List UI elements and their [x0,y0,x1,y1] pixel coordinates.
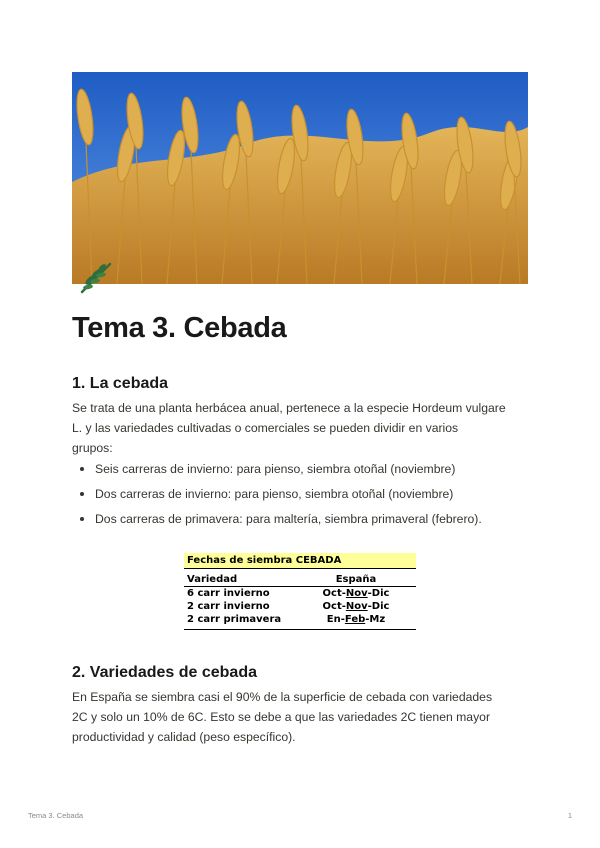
dates-cell: Oct-Nov-Dic [322,601,390,612]
bullet-item: Dos carreras de primavera: para maltería, siembra primaveral (febrero). [72,509,532,529]
footer-title: Tema 3. Cebada [28,811,84,820]
sowing-dates-table [184,553,416,630]
col-header-variety: Variedad [187,574,238,585]
bullet-item: Seis carreras de invierno: para pienso, siembra otoñal (noviembre) [72,459,532,479]
table-row [184,587,416,600]
cover-image [72,72,528,284]
paragraph-line: L. y las variedades cultivadas o comerciales se pueden dividir en varios [72,421,459,435]
page-number: 1 [567,811,572,820]
paragraph-line: Se trata de una planta herbácea anual, pertenece a la especie Hordeum vulgare [72,401,506,415]
section-heading-la-cebada: 1. La cebada [72,375,169,392]
table-header [184,569,416,587]
section2-paragraph [72,687,532,747]
variety-cell: 2 carr primavera [187,614,282,625]
table-row [184,600,416,613]
paragraph-line: En España se siembra casi el 90% de la superficie de cebada con variedades [72,690,493,704]
varieties-bullet-list [72,459,532,534]
section-heading-variedades: 2. Variedades de cebada [72,664,257,681]
paragraph-line: 2C y solo un 10% de 6C. Esto se debe a que las variedades 2C tienen mayor [72,710,491,724]
table-title: Fechas de siembra CEBADA [184,553,416,569]
table-row [184,613,416,630]
paragraph-line: grupos: [72,441,113,455]
paragraph-line: productividad y calidad (peso específico). [72,730,296,744]
dates-cell: Oct-Nov-Dic [322,588,390,599]
page-title: Tema 3. Cebada [72,312,287,344]
wheat-sprig-icon [76,258,116,298]
bullet-item: Dos carreras de invierno: para pienso, siembra otoñal (noviembre) [72,484,532,504]
variety-cell: 6 carr invierno [187,588,270,599]
dates-cell: En-Feb-Mz [326,614,386,625]
variety-cell: 2 carr invierno [187,601,270,612]
section1-paragraph [72,398,532,458]
col-header-country: España [335,574,377,585]
